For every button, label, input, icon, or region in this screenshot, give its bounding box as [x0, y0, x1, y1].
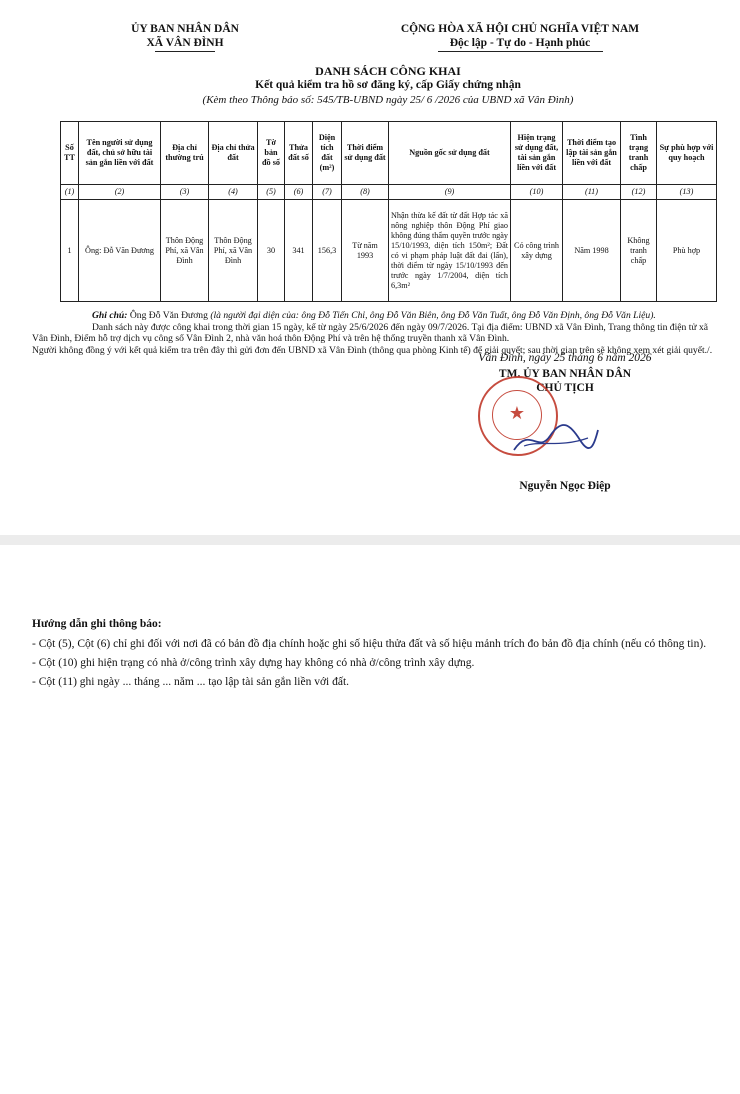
- cell-dispute: Không tranh chấp: [621, 200, 657, 302]
- guide-block: [32, 617, 716, 690]
- note-3: Người không đồng ý với kết quả kiểm tra trên đây thì gửi đơn đến UBND xã Vân Đình (thông qua phòng Kinh tế) để giải quyết; sau thời gian trên sẽ không xem xét giải quyết./.: [32, 344, 713, 356]
- signature-role2: CHỦ TỊCH: [536, 382, 594, 394]
- col-number: (11): [563, 185, 621, 200]
- title-ref: (Kèm theo Thông báo số: 545/TB-UBND ngày 25/ 6 /2026 của UBND xã Vân Đình): [202, 94, 574, 106]
- note-label: Ghi chú:: [92, 310, 128, 321]
- table-number-row: [61, 185, 717, 200]
- th-col9: Nguồn gốc sử dụng đất: [389, 122, 511, 185]
- title-sub: Kết quả kiểm tra hồ sơ đăng ký, cấp Giấy chứng nhận: [255, 79, 521, 91]
- cell-parcel-address: Thôn Động Phí, xã Vân Đình: [209, 200, 258, 302]
- cell-asset-time: Năm 1998: [563, 200, 621, 302]
- guide-title: Hướng dẫn ghi thông báo:: [32, 618, 162, 630]
- cell-owner: Ông: Đỗ Văn Đương: [79, 200, 161, 302]
- table-header-row: [61, 122, 717, 185]
- th-col5: Tờ bản đồ số: [258, 122, 285, 185]
- cell-map-sheet: 30: [258, 200, 285, 302]
- note-1: [32, 310, 716, 322]
- table-row: [61, 200, 717, 302]
- th-col13: Sự phù hợp với quy hoạch: [657, 122, 717, 185]
- guide-item: - Cột (10) ghi hiện trạng có nhà ở/công trình xây dựng hay không có nhà ở/công trình xây dựng.: [32, 657, 475, 669]
- th-col3: Địa chỉ thường trú: [161, 122, 209, 185]
- th-col4: Địa chỉ thửa đất: [209, 122, 258, 185]
- col-number: (5): [258, 185, 285, 200]
- org-line1: ỦY BAN NHÂN DÂN: [131, 23, 239, 35]
- note-1-text: Ông Đỗ Văn Đương: [127, 310, 211, 321]
- col-number: (9): [389, 185, 511, 200]
- nation-line1: CỘNG HÒA XÃ HỘI CHỦ NGHĨA VIỆT NAM: [400, 23, 640, 35]
- signer-name: Nguyễn Ngọc Điệp: [519, 480, 611, 492]
- th-col1: Số TT: [61, 122, 79, 185]
- col-number: (7): [313, 185, 342, 200]
- col-number: (13): [657, 185, 717, 200]
- results-table: [60, 121, 717, 302]
- th-col12: Tình trạng tranh chấp: [621, 122, 657, 185]
- nation-line2: Độc lập - Tự do - Hạnh phúc: [449, 37, 591, 49]
- cell-current-status: Có công trình xây dựng: [511, 200, 563, 302]
- cell-area: 156,3: [313, 200, 342, 302]
- guide-item: - Cột (11) ghi ngày ... tháng ... năm ... tạo lập tài sản gắn liền với đất.: [32, 676, 350, 688]
- document-page-1: [0, 0, 740, 535]
- org-underline: [155, 51, 215, 52]
- signature-role1: TM. ỦY BAN NHÂN DÂN: [498, 368, 632, 380]
- notes-block: [32, 310, 716, 356]
- cell-stt: 1: [61, 200, 79, 302]
- nation-underline: [438, 51, 603, 52]
- nation-header: [360, 22, 680, 52]
- col-number: (10): [511, 185, 563, 200]
- document-page-2: [0, 545, 740, 1094]
- handwritten-signature: [510, 420, 600, 460]
- th-col7: Diện tích đất (m²): [313, 122, 342, 185]
- col-number: (8): [342, 185, 389, 200]
- th-col2: Tên người sử dụng đất, chủ sở hữu tài sản gắn liền với đất: [79, 122, 161, 185]
- th-col10: Hiện trạng sử dụng đất, tài sản gắn liền với đất: [511, 122, 563, 185]
- cell-planning: Phù hợp: [657, 200, 717, 302]
- th-col8: Thời điểm sử dụng đất: [342, 122, 389, 185]
- cell-origin: Nhận thừa kế đất từ đất Hợp tác xã nông nghiệp thôn Động Phí giao không đúng thẩm quyền trước ngày 15/10/1993, diện tích 150m²; Đất có vi phạm pháp luật đất đai (lấn), thời điểm từ ngày 15/10/1993 đến trước ngày 1/7/2004, diện tích 6,3m²: [389, 200, 511, 302]
- cell-use-time: Từ năm 1993: [342, 200, 389, 302]
- cell-residence: Thôn Động Phí, xã Vân Đình: [161, 200, 209, 302]
- col-number: (2): [79, 185, 161, 200]
- org-header: [100, 22, 270, 52]
- col-number: (6): [285, 185, 313, 200]
- star-icon: ★: [508, 403, 526, 423]
- title-block: [60, 64, 716, 108]
- guide-item: - Cột (5), Cột (6) chỉ ghi đối với nơi đã có bản đồ địa chính hoặc ghi số hiệu thửa đất và số hiệu mảnh trích đo bản đồ địa chính (nếu có thông tin).: [32, 638, 707, 650]
- note-1-italic: (là người đại diện của: ông Đỗ Tiến Chỉ, ông Đỗ Văn Biên, ông Đỗ Văn Tuất, ông Đỗ Văn Định, ông Đỗ Văn Liệu).: [210, 310, 656, 321]
- th-col6: Thửa đất số: [285, 122, 313, 185]
- signature-date: Vân Đình, ngày 25 tháng 6 năm 2026: [478, 352, 652, 364]
- col-number: (1): [61, 185, 79, 200]
- col-number: (12): [621, 185, 657, 200]
- col-number: (3): [161, 185, 209, 200]
- cell-parcel-number: 341: [285, 200, 313, 302]
- title-main: DANH SÁCH CÔNG KHAI: [315, 64, 461, 78]
- org-line2: XÃ VÂN ĐÌNH: [146, 37, 224, 49]
- note-2: Danh sách này được công khai trong thời gian 15 ngày, kể từ ngày 25/6/2026 đến ngày 09/7/2026. Tại địa điểm: UBND xã Vân Đình, Trang thông tin điện tử xã Vân Đình, Điểm hỗ trợ dịch vụ công số Vân Đình 2, nhà văn hoá thôn Động Phí và trên hệ thống truyền thanh xã Vân Đình.: [32, 321, 709, 344]
- col-number: (4): [209, 185, 258, 200]
- th-col11: Thời điểm tạo lập tài sản gắn liền với đất: [563, 122, 621, 185]
